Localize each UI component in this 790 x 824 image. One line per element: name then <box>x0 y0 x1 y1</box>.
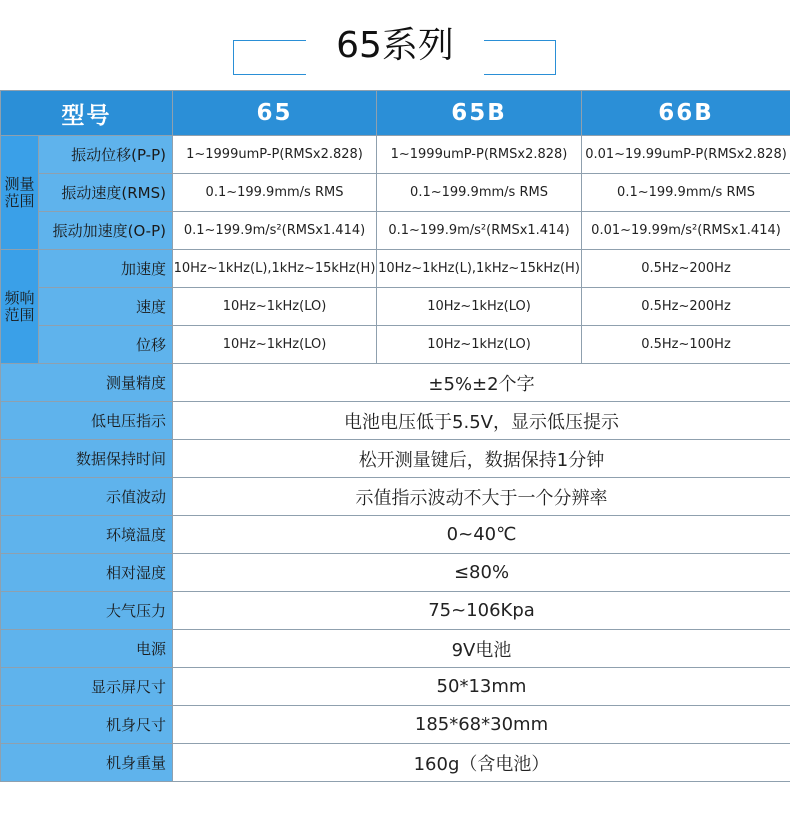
cell-value: 1~1999umP-P(RMSx2.828) <box>377 136 582 174</box>
cell-value: 0.1~199.9mm/s RMS <box>377 174 582 212</box>
cell-value: 10Hz~1kHz(L),1kHz~15kHz(H) <box>173 250 377 288</box>
row-label: 振动位移(P-P) <box>39 136 173 174</box>
spec-value: 50*13mm <box>173 668 790 706</box>
spec-rows <box>1 364 790 782</box>
row-label: 位移 <box>39 326 173 364</box>
cell-value: 10Hz~1kHz(LO) <box>173 288 377 326</box>
cell-value: 0.5Hz~200Hz <box>582 250 790 288</box>
group-measure-range: 测量范围 <box>1 136 39 250</box>
page-title: 65系列 <box>336 25 454 66</box>
spec-label: 大气压力 <box>1 592 173 630</box>
spec-value: 9V电池 <box>173 630 790 668</box>
table-row <box>1 440 790 478</box>
spec-table <box>0 90 790 782</box>
cell-value: 0.5Hz~200Hz <box>582 288 790 326</box>
row-label: 振动加速度(O-P) <box>39 212 173 250</box>
cell-value: 0.01~19.99umP-P(RMSx2.828) <box>582 136 790 174</box>
cell-value: 0.01~19.99m/s²(RMSx1.414) <box>582 212 790 250</box>
header-col-65: 65 <box>173 91 377 136</box>
header-col-65b: 65B <box>377 91 582 136</box>
cell-value: 10Hz~1kHz(LO) <box>377 288 582 326</box>
spec-label: 测量精度 <box>1 364 173 402</box>
table-row <box>1 592 790 630</box>
row-label: 速度 <box>39 288 173 326</box>
spec-value: ±5%±2个字 <box>173 364 790 402</box>
table-row <box>1 250 790 288</box>
header-row <box>1 91 790 136</box>
cell-value: 0.5Hz~100Hz <box>582 326 790 364</box>
cell-value: 0.1~199.9mm/s RMS <box>173 174 377 212</box>
spec-value: 0~40℃ <box>173 516 790 554</box>
table-row <box>1 630 790 668</box>
table-row <box>1 516 790 554</box>
spec-label: 机身尺寸 <box>1 706 173 744</box>
spec-label: 示值波动 <box>1 478 173 516</box>
table-row <box>1 554 790 592</box>
spec-label: 电源 <box>1 630 173 668</box>
table-row <box>1 478 790 516</box>
spec-value: 电池电压低于5.5V，显示低压提示 <box>173 402 790 440</box>
cell-value: 0.1~199.9m/s²(RMSx1.414) <box>377 212 582 250</box>
spec-label: 显示屏尺寸 <box>1 668 173 706</box>
table-row <box>1 364 790 402</box>
title-area <box>0 0 790 90</box>
cell-value: 0.1~199.9mm/s RMS <box>582 174 790 212</box>
spec-label: 低电压指示 <box>1 402 173 440</box>
cell-value: 10Hz~1kHz(LO) <box>173 326 377 364</box>
table-row <box>1 136 790 174</box>
table-row <box>1 668 790 706</box>
table-row <box>1 212 790 250</box>
spec-value: ≤80% <box>173 554 790 592</box>
spec-value: 示值指示波动不大于一个分辨率 <box>173 478 790 516</box>
cell-value: 1~1999umP-P(RMSx2.828) <box>173 136 377 174</box>
table-row <box>1 288 790 326</box>
row-label: 加速度 <box>39 250 173 288</box>
spec-label: 数据保持时间 <box>1 440 173 478</box>
table-row <box>1 402 790 440</box>
spec-value: 185*68*30mm <box>173 706 790 744</box>
table-row <box>1 744 790 782</box>
header-col-66b: 66B <box>582 91 790 136</box>
table-row <box>1 174 790 212</box>
table-row <box>1 706 790 744</box>
cell-value: 0.1~199.9m/s²(RMSx1.414) <box>173 212 377 250</box>
spec-value: 160g（含电池） <box>173 744 790 782</box>
spec-label: 环境温度 <box>1 516 173 554</box>
spec-value: 75~106Kpa <box>173 592 790 630</box>
table-row <box>1 326 790 364</box>
header-model: 型号 <box>1 91 173 136</box>
cell-value: 10Hz~1kHz(LO) <box>377 326 582 364</box>
cell-value: 10Hz~1kHz(L),1kHz~15kHz(H) <box>377 250 582 288</box>
spec-label: 相对湿度 <box>1 554 173 592</box>
group-frequency-range: 频响范围 <box>1 250 39 364</box>
spec-value: 松开测量键后，数据保持1分钟 <box>173 440 790 478</box>
row-label: 振动速度(RMS) <box>39 174 173 212</box>
spec-label: 机身重量 <box>1 744 173 782</box>
